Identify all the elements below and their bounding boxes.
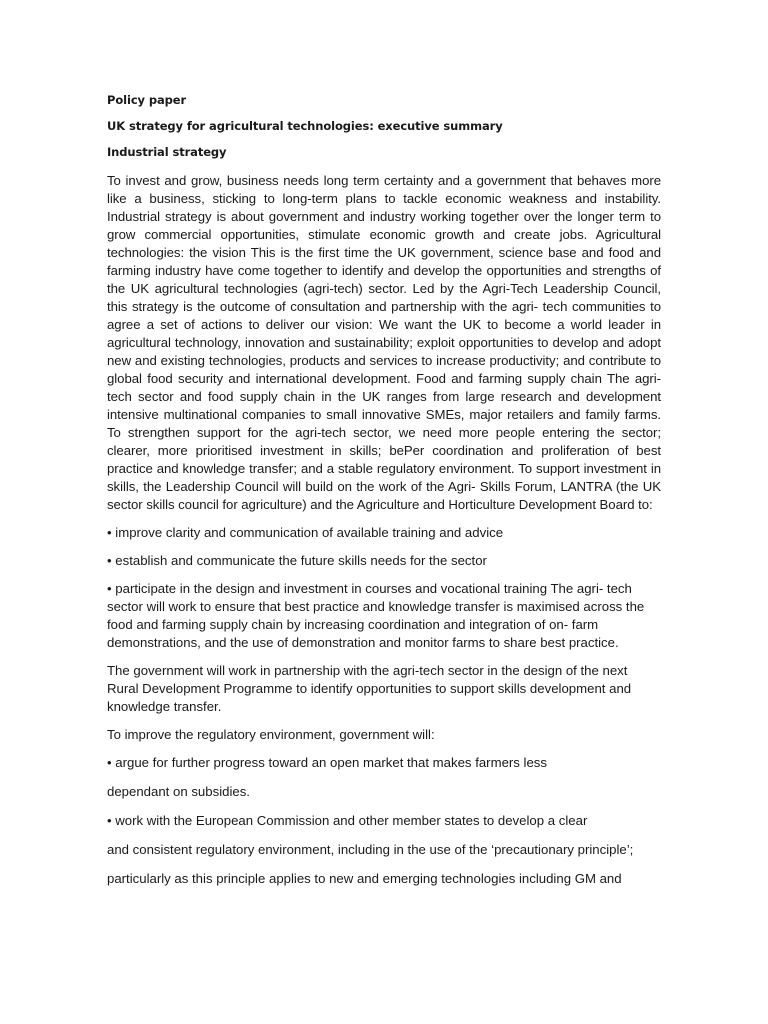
- section-heading: Industrial strategy: [107, 145, 227, 159]
- bullet-line: dependant on subsidies.: [107, 784, 250, 799]
- bullet-item: • participate in the design and investment in courses and vocational training The agri- tech sector will work to ensure that best practice and knowledge transfer is maximised across the food and farming supply chain by increasing coordination and integration of on- farm demonstrations, and the use of demonstration and monitor farms to share best practice.: [107, 581, 645, 650]
- bullet-line: and consistent regulatory environment, including in the use of the ‘precautionary principle’;: [107, 842, 634, 857]
- bullet-line: • work with the European Commission and other member states to develop a clear: [107, 813, 588, 828]
- bullet-item: • establish and communicate the future skills needs for the sector: [107, 553, 487, 568]
- bullet-line: • argue for further progress toward an open market that makes farmers less: [107, 755, 547, 770]
- document-page: [107, 92, 661, 899]
- bullet-item: • improve clarity and communication of available training and advice: [107, 525, 504, 540]
- document-title: UK strategy for agricultural technologies: executive summary: [107, 119, 503, 133]
- bullet-line: particularly as this principle applies to new and emerging technologies including GM and: [107, 871, 622, 886]
- paragraph-regulatory: To improve the regulatory environment, government will:: [107, 727, 435, 742]
- paragraph-rdp: The government will work in partnership with the agri-tech sector in the design of the next Rural Development Programme to identify opportunities to support skills development and knowledge transfer.: [107, 663, 632, 714]
- paragraph-intro: To invest and grow, business needs long term certainty and a government that behaves more like a business, sticking to long-term plans to tackle economic weakness and instability. Industrial strategy is about government and industry working together over the longer term to grow commercial opportunities, stimulate economic growth and create jobs. Agricultural technologies: the vision This is the first time the UK government, science base and food and farming industry have come together to identify and develop the opportunities and strengths of the UK agricultural technologies (agri-tech) sector. Led by the Agri-Tech Leadership Council, this strategy is the outcome of consultation and partnership with the agri- tech communities to agree a set of actions to deliver our vision: We want the UK to become a world leader in agricultural technology, innovation and sustainability; exploit opportunities to develop and adopt new and existing technologies, products and services to increase productivity; and contribute to global food security and international development. Food and farming supply chain The agri-tech sector and food supply chain in the UK ranges from large research and development intensive multinational companies to small innovative SMEs, major retailers and family farms. To strengthen support for the agri-tech sector, we need more people entering the sector; clearer, more prioritised investment in skills; bePer coordination and proliferation of best practice and knowledge transfer; and a stable regulatory environment. To support investment in skills, the Leadership Council will build on the work of the Agri- Skills Forum, LANTRA (the UK sector skills council for agriculture) and the Agriculture and Horticulture Development Board to:: [107, 173, 661, 512]
- document-label: Policy paper: [107, 93, 187, 107]
